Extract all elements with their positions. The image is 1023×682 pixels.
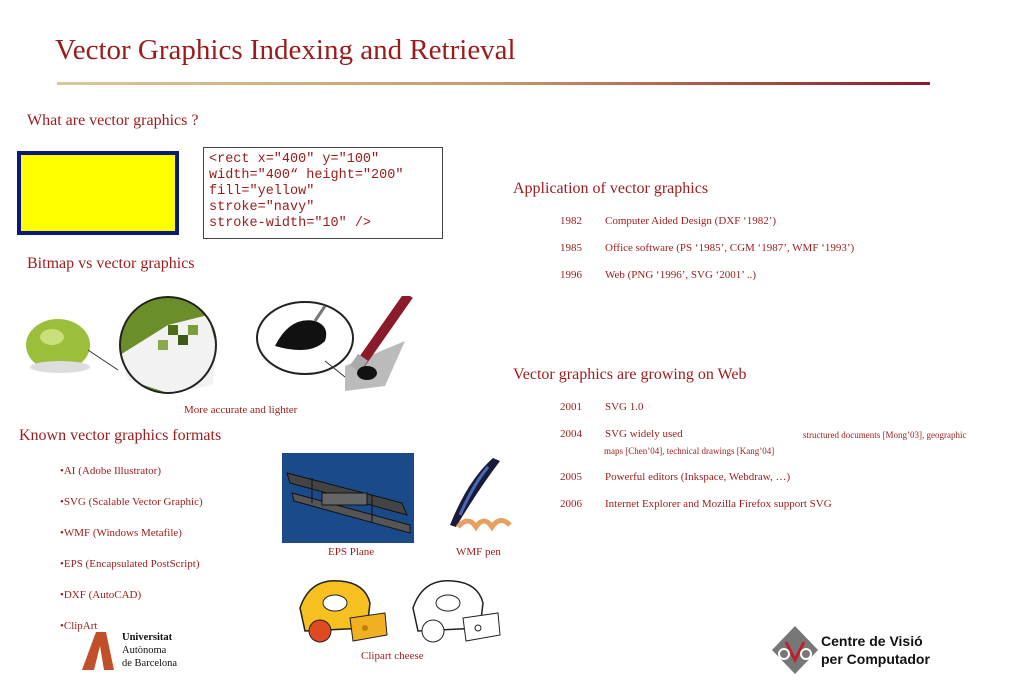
clipart-cheese-color-image: [295, 573, 391, 645]
cvc-logo-icon: [772, 626, 818, 674]
format-item: •DXF (AutoCAD): [60, 589, 142, 601]
eps-plane-image: [282, 453, 414, 543]
format-item: •SVG (Scalable Vector Graphic): [60, 496, 203, 508]
clipart-caption: Clipart cheese: [361, 650, 424, 662]
growing-row: [560, 428, 683, 440]
bitmap-caption: More accurate and lighter: [184, 404, 298, 416]
code-line: stroke-width="10" />: [209, 216, 372, 231]
cvc-logo-line: per Computador: [821, 651, 930, 667]
growing-heading: Vector graphics are growing on Web: [513, 366, 747, 383]
growing-text: Powerful editors (Inkspace, Webdraw, …): [605, 471, 791, 483]
code-line: stroke="navy": [209, 200, 315, 215]
growing-year: 2001: [560, 401, 582, 413]
growing-year: 2006: [560, 498, 582, 510]
uab-logo-text: [122, 631, 177, 670]
wmf-pen-image: [438, 455, 514, 540]
uab-logo-line: Autònoma: [122, 645, 167, 656]
code-line: fill="yellow": [209, 184, 315, 199]
application-year: 1982: [560, 215, 582, 227]
title-underline: [57, 82, 930, 85]
clipart-cheese-outline-image: [408, 573, 504, 645]
growing-text: SVG 1.0: [605, 401, 644, 413]
code-line: <rect x="400" y="100": [209, 152, 380, 167]
growing-row: [560, 471, 790, 483]
uab-logo-line: Universitat: [122, 632, 173, 643]
cvc-logo-text: [821, 632, 930, 668]
application-text: Web (PNG ‘1996’, SVG ‘2001’ ..): [605, 269, 757, 281]
uab-logo-icon: [82, 632, 114, 670]
application-text: Office software (PS ‘1985’, CGM ‘1987’, WMF ‘1993’): [605, 242, 855, 254]
application-year: 1985: [560, 242, 582, 254]
wmf-caption: WMF pen: [456, 546, 501, 558]
application-text: Computer Aided Design (DXF ‘1982’): [605, 215, 777, 227]
growing-note: structured documents [Mong’03], geographic: [803, 430, 967, 440]
application-row: [560, 269, 756, 281]
growing-year: 2005: [560, 471, 582, 483]
yellow-rect-example: [17, 151, 179, 235]
growing-note: maps [Chen’04], technical drawings [Kang’04]: [604, 446, 775, 456]
application-year: 1996: [560, 269, 582, 281]
growing-row: [560, 498, 832, 510]
format-item: •AI (Adobe Illustrator): [60, 465, 161, 477]
growing-text: Internet Explorer and Mozilla Firefox support SVG: [605, 498, 832, 510]
format-item: •EPS (Encapsulated PostScript): [60, 558, 200, 570]
lemon-bitmap-image: [18, 295, 218, 395]
uab-logo-line: de Barcelona: [122, 658, 178, 669]
growing-year: 2004: [560, 428, 582, 440]
applications-heading: Application of vector graphics: [513, 180, 709, 197]
what-heading: What are vector graphics ?: [27, 112, 199, 129]
code-line: width="400“ height="200": [209, 168, 404, 183]
eps-caption: EPS Plane: [328, 546, 375, 558]
cvc-logo-line: Centre de Visió: [821, 633, 923, 649]
svg-code-box: [203, 147, 443, 239]
bitmap-heading: Bitmap vs vector graphics: [27, 255, 195, 272]
format-item: •WMF (Windows Metafile): [60, 527, 182, 539]
slide-title: Vector Graphics Indexing and Retrieval: [55, 34, 516, 66]
growing-row: [560, 401, 644, 413]
growing-text: SVG widely used: [605, 428, 683, 440]
brush-vector-image: [255, 296, 440, 396]
application-row: [560, 215, 776, 227]
formats-heading: Known vector graphics formats: [19, 427, 222, 444]
format-item: •ClipArt: [60, 620, 98, 632]
application-row: [560, 242, 854, 254]
